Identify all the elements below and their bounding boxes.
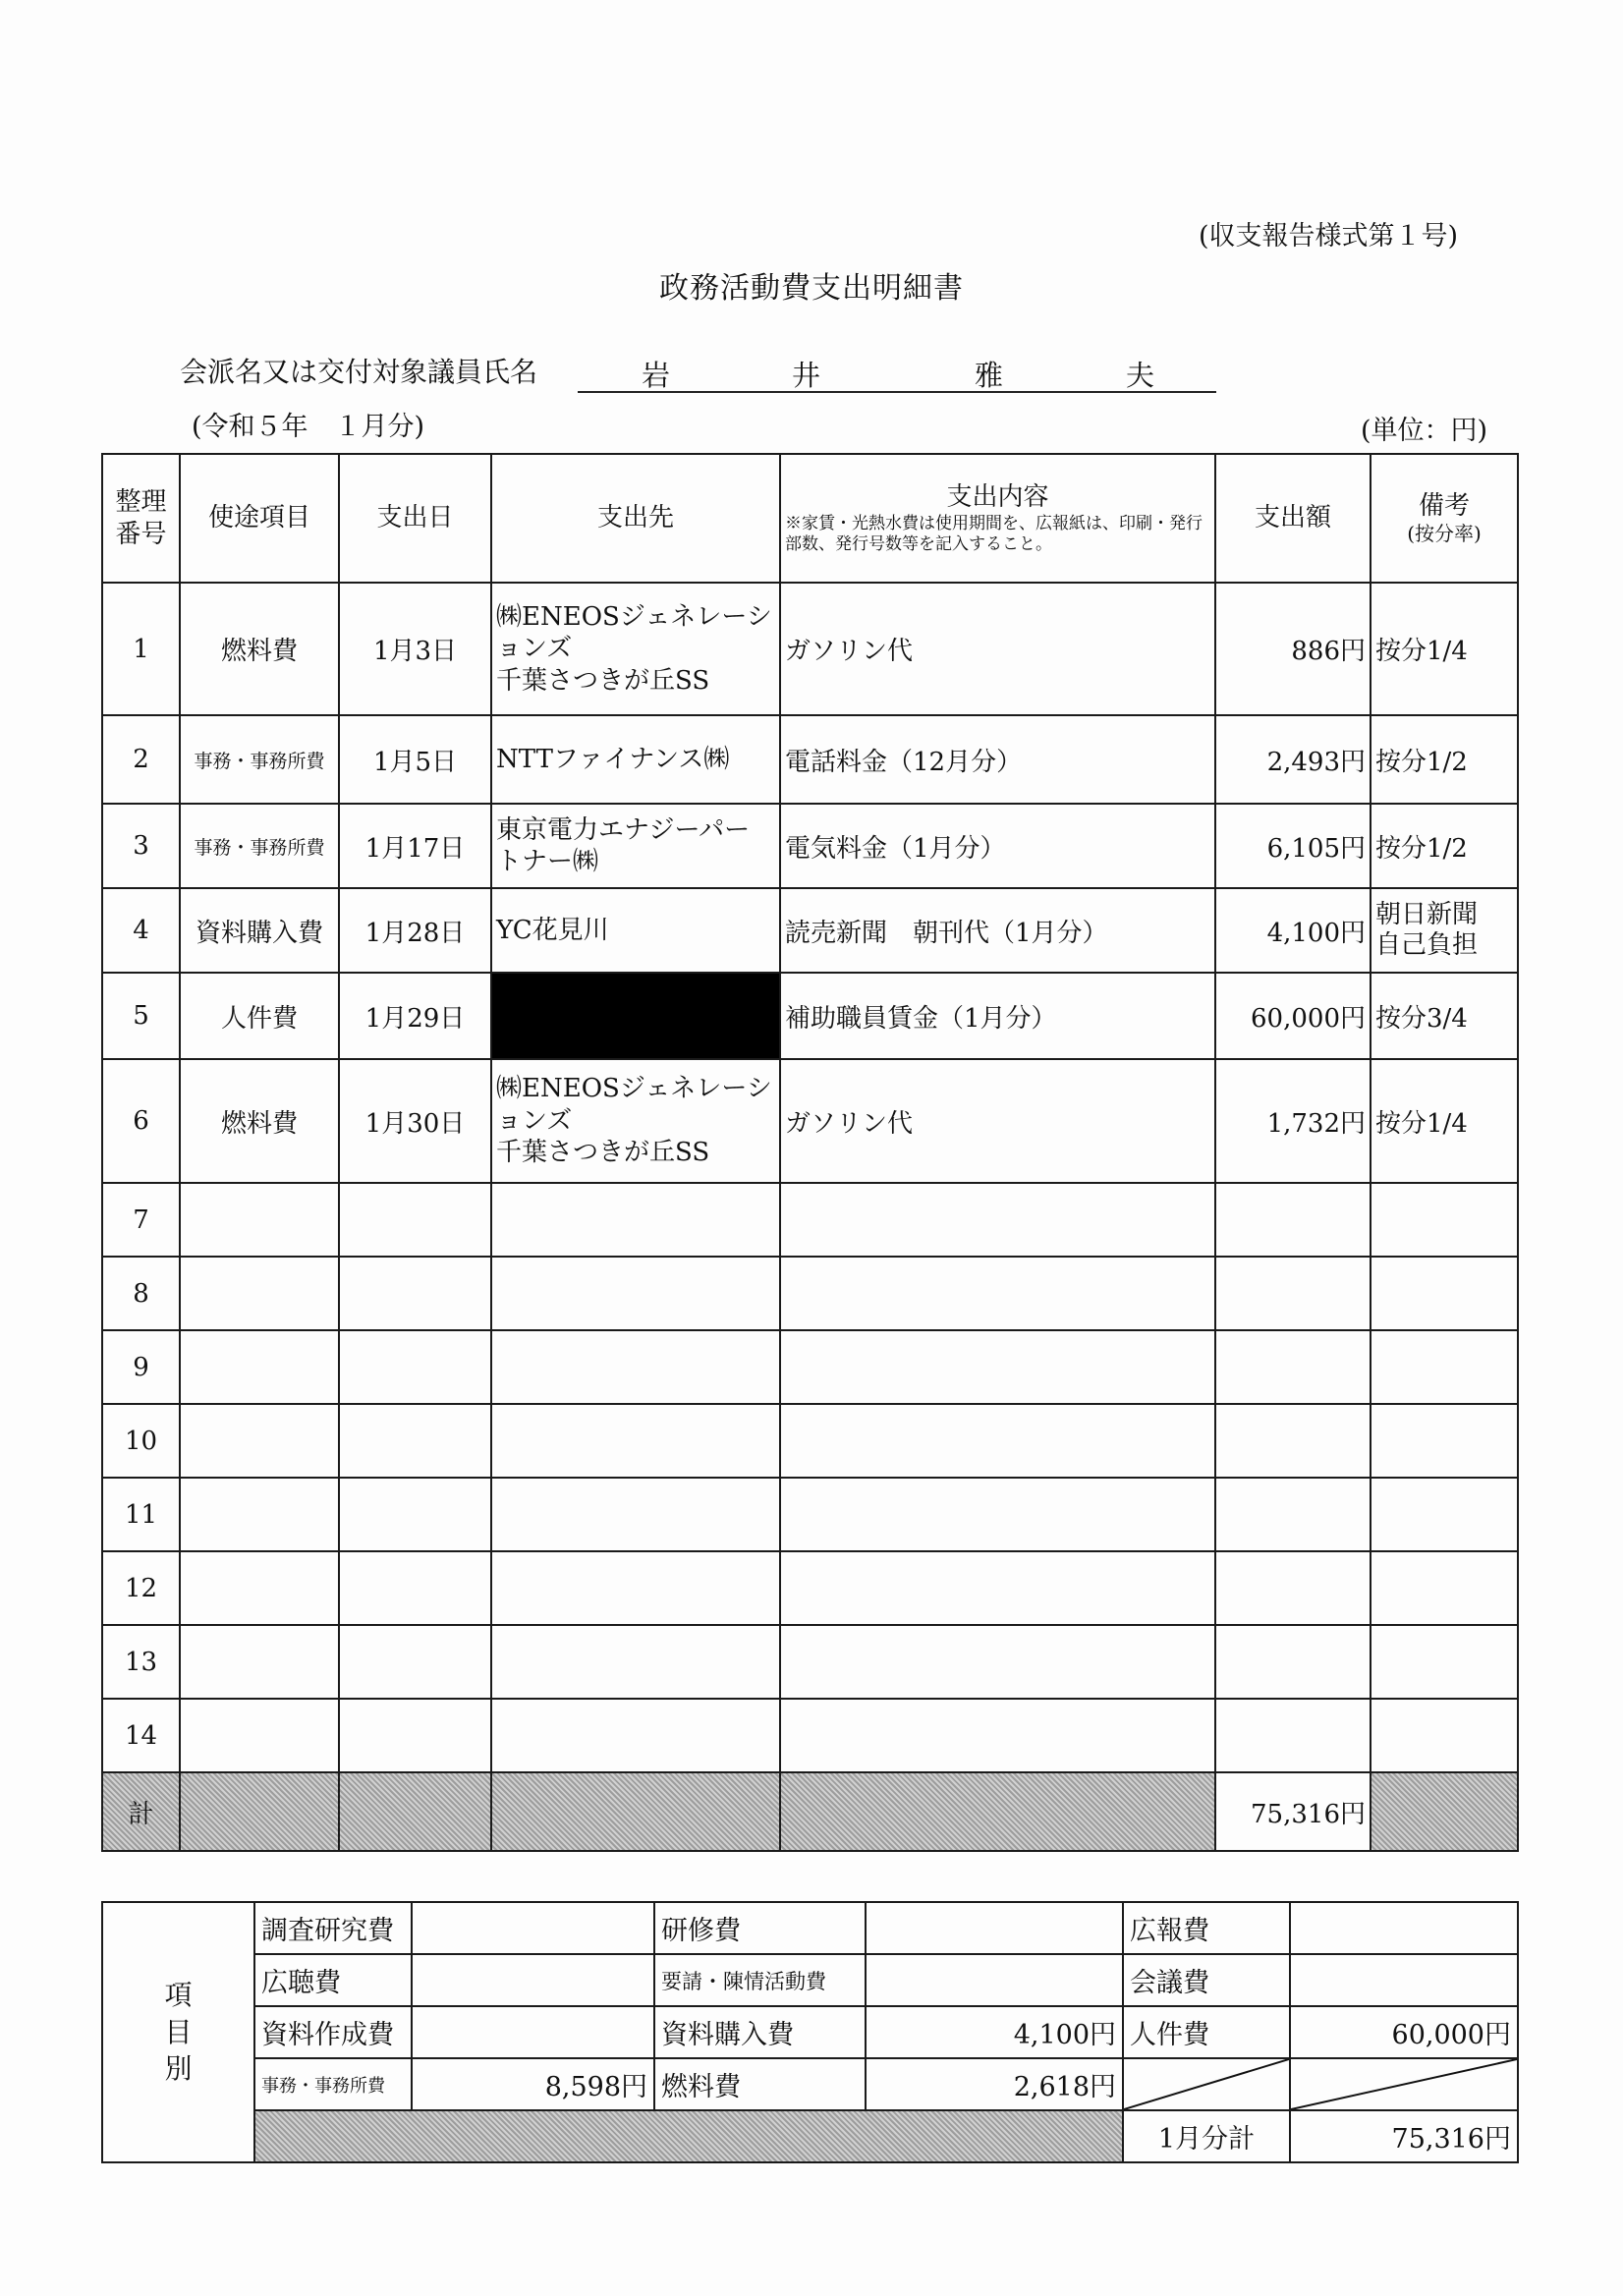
redacted-payee: [491, 973, 780, 1059]
summary-materials-purchase-label: 資料購入費: [654, 2006, 866, 2058]
summary-pr-label: 広報費: [1123, 1902, 1290, 1954]
table-row: [102, 1478, 1518, 1551]
row-date: 1月30日: [339, 1059, 491, 1183]
row-remarks: 按分1/2: [1371, 715, 1518, 804]
total-label: 計: [102, 1772, 180, 1851]
table-row: [102, 1551, 1518, 1625]
summary-materials-creation-value: [412, 2006, 654, 2058]
row-payee: 東京電力エナジーパートナー㈱: [491, 804, 780, 888]
summary-office-label: 事務・事務所費: [254, 2058, 412, 2110]
row-payee: YC花見川: [491, 888, 780, 973]
row-no: 14: [102, 1699, 180, 1772]
expense-table: [101, 453, 1519, 1852]
row-content: ガソリン代: [780, 1059, 1215, 1183]
row-remarks: 按分1/4: [1371, 583, 1518, 715]
name-label: 会派名又は交付対象議員氏名: [180, 356, 538, 388]
row-amount: 60,000円: [1215, 973, 1371, 1059]
form-number: (収支報告様式第１号): [1199, 221, 1459, 252]
row-remarks: 按分1/2: [1371, 804, 1518, 888]
row-no: 2: [102, 715, 180, 804]
summary-fuel-label: 燃料費: [654, 2058, 866, 2110]
header-content-title: 支出内容: [946, 482, 1049, 512]
table-row: [102, 1699, 1518, 1772]
header-content: [780, 454, 1215, 583]
row-no: 8: [102, 1257, 180, 1330]
row-date: 1月5日: [339, 715, 491, 804]
summary-hearing-value: [412, 1954, 654, 2006]
row-payee: ㈱ENEOSジェネレーションズ 千葉さつきが丘SS: [491, 1059, 780, 1183]
member-name-char: 岩: [642, 359, 671, 392]
table-row: [102, 1059, 1518, 1183]
row-no: 5: [102, 973, 180, 1059]
summary-petition-value: [866, 1954, 1123, 2006]
category-summary-table: [101, 1901, 1519, 2163]
row-remarks: 朝日新聞 自己負担: [1371, 888, 1518, 973]
member-name-char: 井: [792, 359, 821, 392]
row-no: 11: [102, 1478, 180, 1551]
total-row: [102, 1772, 1518, 1851]
table-row: [102, 1257, 1518, 1330]
header-remarks-title: 備考: [1418, 490, 1470, 521]
summary-personnel-label: 人件費: [1123, 2006, 1290, 2058]
table-row: [102, 1330, 1518, 1404]
row-remarks: 按分1/4: [1371, 1059, 1518, 1183]
row-remarks: 按分3/4: [1371, 973, 1518, 1059]
row-category: 事務・事務所費: [180, 804, 339, 888]
table-row: [102, 1183, 1518, 1257]
header-date: 支出日: [339, 454, 491, 583]
row-category: 人件費: [180, 973, 339, 1059]
row-no: 13: [102, 1625, 180, 1699]
row-content: 電話料金（12月分）: [780, 715, 1215, 804]
row-amount: 4,100円: [1215, 888, 1371, 973]
summary-office-value: 8,598円: [412, 2058, 654, 2110]
table-header-row: [102, 454, 1518, 583]
row-date: 1月29日: [339, 973, 491, 1059]
table-row: [102, 1404, 1518, 1478]
unit-label: (単位：円): [1361, 416, 1488, 446]
header-category: 使途項目: [180, 454, 339, 583]
row-date: 1月17日: [339, 804, 491, 888]
summary-petition-label: 要請・陳情活動費: [654, 1954, 866, 2006]
summary-materials-purchase-value: 4,100円: [866, 2006, 1123, 2058]
table-row: [102, 888, 1518, 973]
document-title: 政務活動費支出明細書: [659, 271, 964, 306]
summary-training-label: 研修費: [654, 1902, 866, 1954]
row-no: 9: [102, 1330, 180, 1404]
row-no: 3: [102, 804, 180, 888]
row-category: 燃料費: [180, 1059, 339, 1183]
header-payee: 支出先: [491, 454, 780, 583]
header-remarks-sub: (按分率): [1407, 522, 1482, 546]
row-content: 読売新聞 朝刊代（1月分）: [780, 888, 1215, 973]
header-amount: 支出額: [1215, 454, 1371, 583]
row-amount: 6,105円: [1215, 804, 1371, 888]
table-row: [102, 715, 1518, 804]
summary-training-value: [866, 1902, 1123, 1954]
member-name-char: 夫: [1126, 359, 1155, 392]
row-category: 事務・事務所費: [180, 715, 339, 804]
summary-fuel-value: 2,618円: [866, 2058, 1123, 2110]
row-category: 燃料費: [180, 583, 339, 715]
row-content: 電気料金（1月分）: [780, 804, 1215, 888]
row-no: 1: [102, 583, 180, 715]
table-row: [102, 973, 1518, 1059]
summary-research-value: [412, 1902, 654, 1954]
report-period: (令和５年 １月分): [192, 412, 425, 442]
row-content: 補助職員賃金（1月分）: [780, 973, 1215, 1059]
row-payee: NTTファイナンス㈱: [491, 715, 780, 804]
member-name-char: 雅: [975, 359, 1004, 392]
row-content: ガソリン代: [780, 583, 1215, 715]
blank-cell-slash: [1290, 2058, 1518, 2110]
header-no: 整理 番号: [102, 454, 180, 583]
summary-materials-creation-label: 資料作成費: [254, 2006, 412, 2058]
summary-shaded-area: [254, 2110, 1123, 2162]
summary-side-label: 項 目 別: [102, 1902, 254, 2162]
row-amount: 886円: [1215, 583, 1371, 715]
row-payee: ㈱ENEOSジェネレーションズ 千葉さつきが丘SS: [491, 583, 780, 715]
summary-pr-value: [1290, 1902, 1518, 1954]
row-amount: 1,732円: [1215, 1059, 1371, 1183]
table-row: [102, 1625, 1518, 1699]
table-row: [102, 804, 1518, 888]
summary-personnel-value: 60,000円: [1290, 2006, 1518, 2058]
summary-research-label: 調査研究費: [254, 1902, 412, 1954]
row-no: 6: [102, 1059, 180, 1183]
summary-hearing-label: 広聴費: [254, 1954, 412, 2006]
row-no: 7: [102, 1183, 180, 1257]
summary-meeting-value: [1290, 1954, 1518, 2006]
monthly-total-label: 1月分計: [1123, 2110, 1290, 2162]
row-no: 4: [102, 888, 180, 973]
row-no: 10: [102, 1404, 180, 1478]
row-category: 資料購入費: [180, 888, 339, 973]
member-name: [578, 354, 1216, 393]
row-amount: 2,493円: [1215, 715, 1371, 804]
monthly-total-value: 75,316円: [1290, 2110, 1518, 2162]
summary-meeting-label: 会議費: [1123, 1954, 1290, 2006]
blank-cell-slash: [1123, 2058, 1290, 2110]
total-amount: 75,316円: [1215, 1772, 1371, 1851]
row-date: 1月28日: [339, 888, 491, 973]
table-row: [102, 583, 1518, 715]
header-content-note: ※家賃・光熱水費は使用期間を、広報紙は、印刷・発行部数、発行号数等を記入すること。: [785, 513, 1203, 554]
row-date: 1月3日: [339, 583, 491, 715]
header-remarks: [1371, 454, 1518, 583]
row-no: 12: [102, 1551, 180, 1625]
